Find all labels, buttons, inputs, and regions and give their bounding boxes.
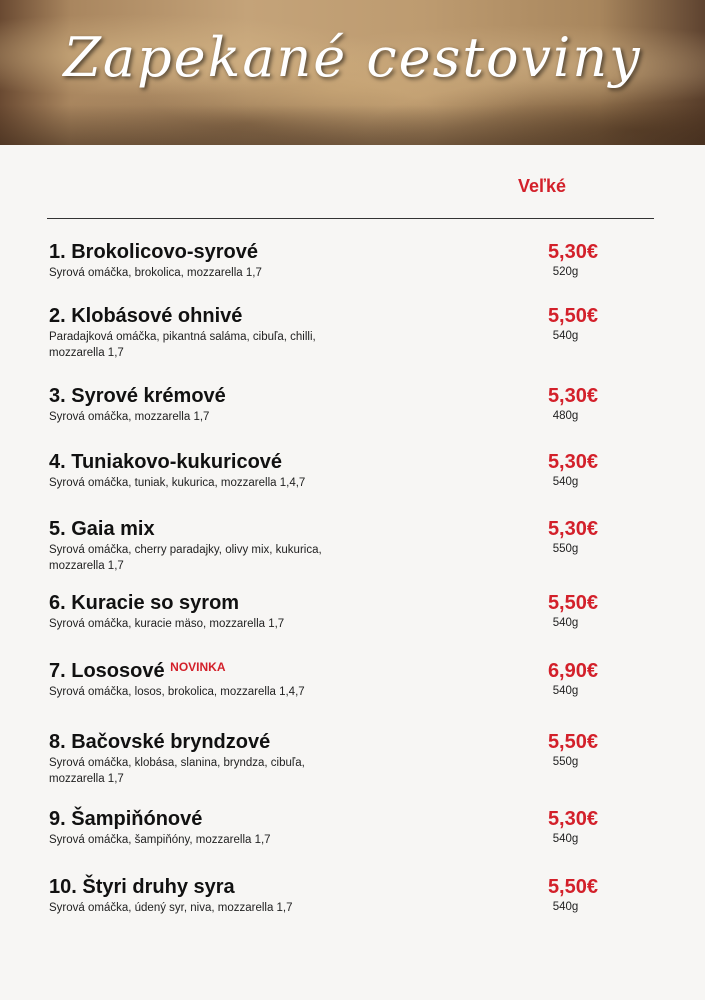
item-weight: 550g xyxy=(552,756,579,768)
item-weight: 550g xyxy=(552,543,579,555)
item-weight: 540g xyxy=(552,476,579,488)
item-price: 5,50€ xyxy=(547,876,598,898)
menu-item xyxy=(49,730,659,787)
item-name: 10. Štyri druhy syra xyxy=(49,876,235,898)
item-weight: 540g xyxy=(552,685,579,697)
item-weight: 540g xyxy=(552,617,579,629)
item-description: Syrová omáčka, kuracie mäso, mozzarella 1,7 xyxy=(49,618,285,630)
item-price: 5,50€ xyxy=(547,731,598,753)
item-name: 3. Syrové krémové xyxy=(49,385,226,407)
menu-item xyxy=(49,517,659,574)
item-price: 5,30€ xyxy=(547,518,598,540)
menu-item xyxy=(49,875,659,916)
item-name: 5. Gaia mix xyxy=(49,518,155,540)
item-description: Syrová omáčka, mozzarella 1,7 xyxy=(49,411,210,423)
menu-item xyxy=(49,240,659,281)
divider xyxy=(47,218,654,219)
item-name: 1. Brokolicovo-syrové xyxy=(49,241,258,263)
page-title: Zapekané cestoviny xyxy=(63,26,642,89)
menu-item xyxy=(49,304,659,361)
item-description: Syrová omáčka, šampiňóny, mozzarella 1,7 xyxy=(49,834,271,846)
item-description: Syrová omáčka, údený syr, niva, mozzarella 1,7 xyxy=(49,902,293,914)
menu-item xyxy=(49,384,659,425)
item-name: 7. Lososové $^{NOVINKA}$ xyxy=(49,660,226,682)
item-weight: 540g xyxy=(552,330,579,342)
item-description: Syrová omáčka, tuniak, kukurica, mozzarella 1,4,7 xyxy=(49,477,306,489)
item-price: 5,30€ xyxy=(547,808,598,830)
item-name: 2. Klobásové ohnivé xyxy=(49,305,243,327)
item-weight: 480g xyxy=(552,410,579,422)
menu-item xyxy=(49,450,659,491)
size-column-header: Veľké xyxy=(518,176,566,196)
item-description: Syrová omáčka, cherry paradajky, olivy mix, kukurica, mozzarella 1,7 xyxy=(49,544,322,572)
menu-item xyxy=(49,591,659,632)
item-weight: 540g xyxy=(552,901,579,913)
item-weight: 520g xyxy=(552,266,579,278)
item-price: 5,50€ xyxy=(547,305,598,327)
item-name: 4. Tuniakovo-kukuricové xyxy=(49,451,283,473)
item-description: Syrová omáčka, losos, brokolica, mozzarella 1,4,7 xyxy=(49,686,305,698)
item-price: 6,90€ xyxy=(547,660,598,682)
item-description: Paradajková omáčka, pikantná saláma, cibuľa, chilli, mozzarella 1,7 xyxy=(49,331,316,359)
item-name: 8. Bačovské bryndzové xyxy=(49,731,271,753)
item-description: Syrová omáčka, klobása, slanina, bryndza, cibuľa, mozzarella 1,7 xyxy=(49,757,305,785)
item-weight: 540g xyxy=(552,833,579,845)
item-name: 6. Kuracie so syrom xyxy=(49,592,240,614)
item-price: 5,30€ xyxy=(547,385,598,407)
item-name: 9. Šampiňónové xyxy=(49,808,203,830)
item-price: 5,30€ xyxy=(547,451,598,473)
item-price: 5,50€ xyxy=(547,592,598,614)
new-badge: NOVINKA xyxy=(170,660,226,674)
menu-item xyxy=(49,659,659,700)
menu-item xyxy=(49,807,659,848)
header-banner xyxy=(0,0,705,145)
item-price: 5,30€ xyxy=(547,241,598,263)
item-description: Syrová omáčka, brokolica, mozzarella 1,7 xyxy=(49,267,262,279)
